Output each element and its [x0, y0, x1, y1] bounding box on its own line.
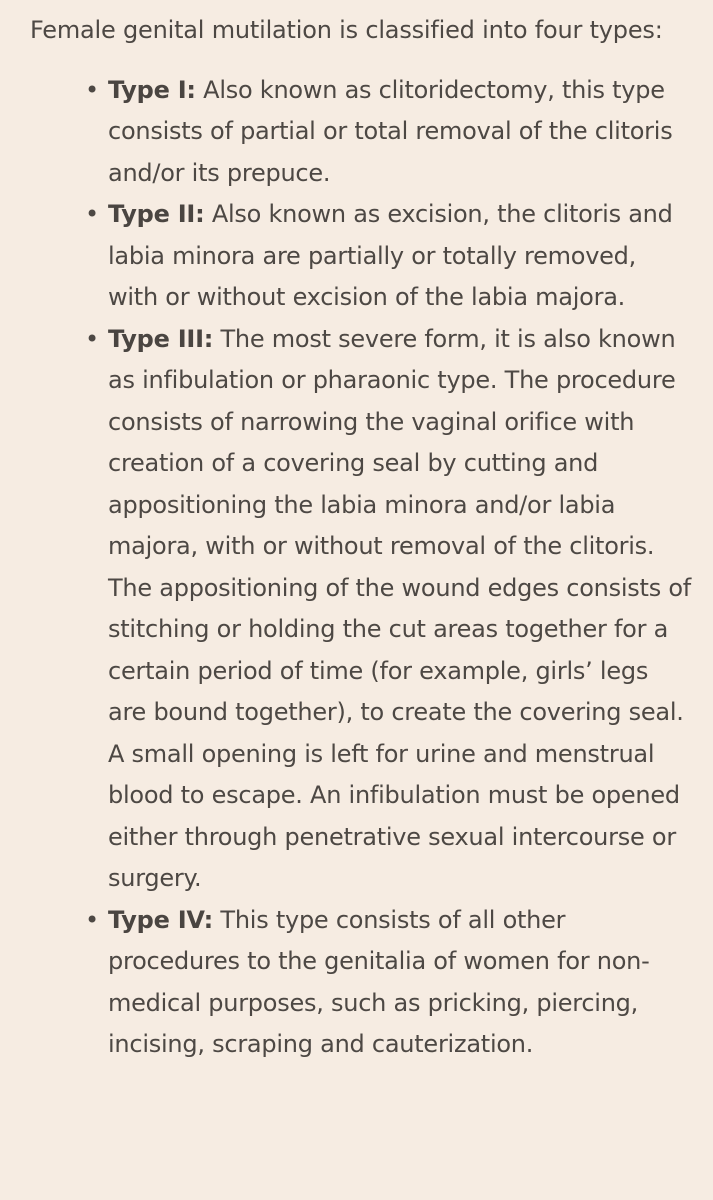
bullet-dot-icon: • — [85, 324, 99, 353]
type-description: This type consists of all other procedures to the genitalia of women for non-medical purposes, such as pricking, piercing, incising, scraping and cauterization. — [108, 905, 650, 1058]
type-item-i — [30, 70, 691, 195]
type-term: Type II: — [108, 200, 205, 228]
type-term: Type I: — [108, 75, 196, 104]
type-description: Also known as excision, the clitoris and labia minora are partially or totally removed, with or without excision of the labia majora. — [108, 200, 673, 311]
bullet-dot-icon: • — [85, 905, 99, 934]
type-term: Type III: — [108, 324, 214, 353]
bullet-dot-icon: • — [85, 200, 99, 228]
type-item-ii — [30, 194, 691, 319]
type-description: Also known as clitoridectomy, this type consists of partial or total removal of the clitoris and/or its prepuce. — [108, 75, 673, 187]
type-item-iv — [30, 900, 691, 1066]
type-term: Type IV: — [108, 905, 214, 934]
type-description: The most severe form, it is also known as infibulation or pharaonic type. The procedure consists of narrowing the vaginal orifice with creation of a covering seal by cutting and appositioning the labia minora and/or labia majora, with or without removal of the clitoris. The appositioning of the wound edges consists of stitching or holding the cut areas together for a certain period of time (for example, girls’ legs are bound together), to create the covering seal. A small opening is left for urine and menstrual blood to escape. An infibulation must be opened either through penetrative sexual intercourse or surgery. — [108, 324, 691, 892]
intro-paragraph: Female genital mutilation is classified into four types: — [30, 16, 663, 44]
type-item-iii — [30, 319, 691, 900]
bullet-dot-icon: • — [85, 75, 99, 104]
fgm-types-list — [30, 70, 691, 1066]
